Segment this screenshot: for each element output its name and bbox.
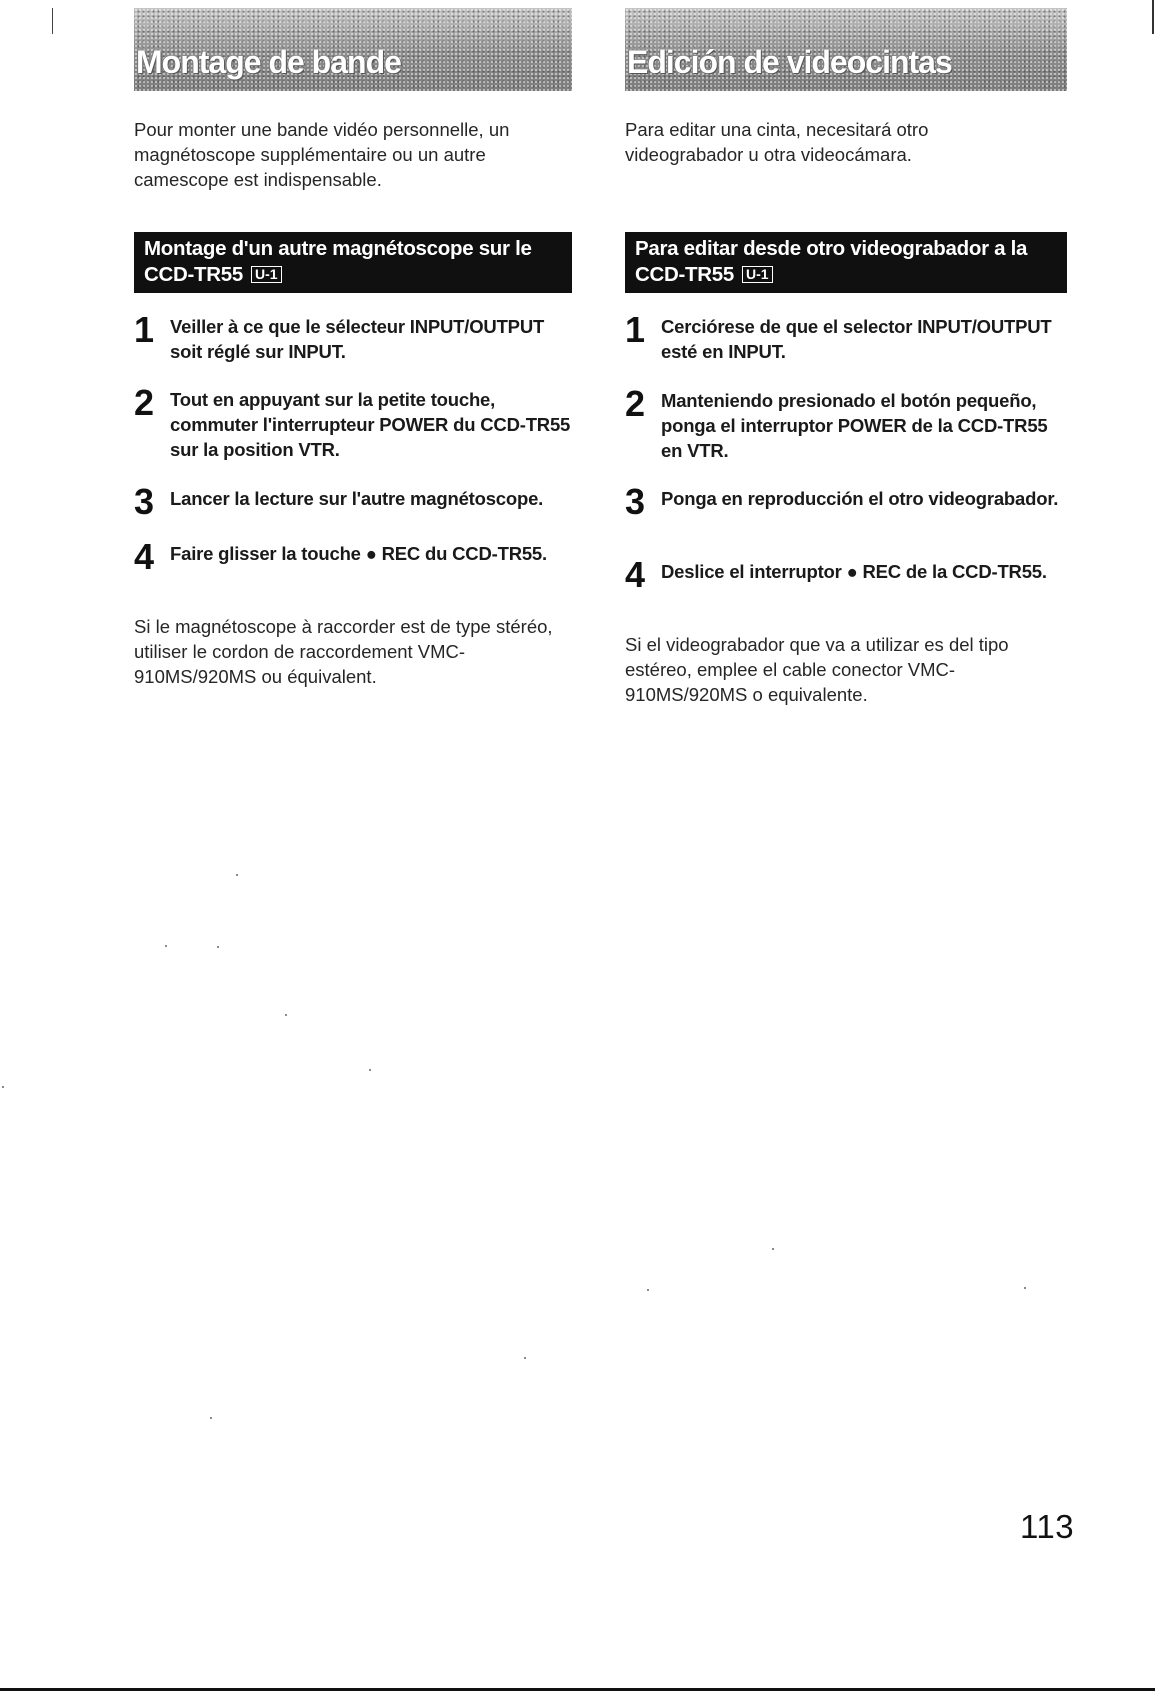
title-banner [625, 8, 1067, 91]
step-number: 4 [625, 554, 646, 595]
scan-speck [772, 1248, 774, 1250]
intro-paragraph: Para editar una cinta, necesitará otro videograbador u otra videocámara. [625, 119, 929, 165]
step-number: 3 [134, 481, 155, 522]
step-number: 4 [134, 536, 155, 577]
scan-speck [369, 1069, 371, 1071]
scan-speck [236, 874, 238, 876]
step-number: 3 [625, 481, 646, 522]
section-badge: U-1 [742, 266, 773, 283]
step-text: Faire glisser la touche ● REC du CCD-TR55. [170, 543, 547, 564]
scan-speck [524, 1357, 526, 1359]
step-number: 1 [134, 309, 155, 350]
section-heading [625, 232, 1067, 293]
scan-speck [165, 945, 167, 947]
step-text: Lancer la lecture sur l'autre magnétoscope. [170, 488, 544, 509]
section-heading [134, 232, 572, 293]
section-badge: U-1 [251, 266, 282, 283]
scan-speck [1024, 1287, 1026, 1289]
scan-speck [285, 1014, 287, 1016]
scan-speck [217, 946, 219, 948]
intro-paragraph: Pour monter une bande vidéo personnelle, un magnétoscope supplémentaire ou un autre camescope est indispensable. [134, 119, 510, 190]
section-heading-text: Para editar desde otro videograbador a la CCD-TR55 [635, 237, 1028, 286]
scan-edge-mark [52, 8, 53, 34]
scan-speck [210, 1417, 212, 1419]
step-text: Ponga en reproducción el otro videograbador. [661, 488, 1059, 509]
step-text: Cerciórese de que el selector INPUT/OUTPUT esté en INPUT. [661, 316, 1052, 362]
step-number: 2 [625, 383, 646, 424]
step-number: 2 [134, 382, 155, 423]
section-heading-text: Montage d'un autre magnétoscope sur le CCD-TR55 [144, 237, 532, 286]
scan-speck [2, 1086, 4, 1088]
step-number: 1 [625, 309, 646, 350]
note-paragraph: Si le magnétoscope à raccorder est de type stéréo, utiliser le cordon de raccordement VMC-910MS/920MS ou équivalent. [134, 616, 553, 687]
scan-edge-mark [1152, 0, 1154, 34]
page-title: Edición de videocintas [627, 44, 952, 80]
step-text: Manteniendo presionado el botón pequeño, ponga el interruptor POWER de la CCD-TR55 en VTR. [661, 390, 1048, 461]
step-text: Tout en appuyant sur la petite touche, commuter l'interrupteur POWER du CCD-TR55 sur la position VTR. [170, 389, 571, 460]
note-paragraph: Si el videograbador que va a utilizar es del tipo estéreo, emplee el cable conector VMC-910MS/920MS o equivalente. [625, 634, 1009, 705]
title-banner [134, 8, 572, 91]
page-number: 113 [1020, 1508, 1075, 1545]
page-title: Montage de bande [136, 44, 401, 80]
step-text: Deslice el interruptor ● REC de la CCD-TR55. [661, 561, 1047, 582]
scan-speck [647, 1289, 649, 1291]
step-text: Veiller à ce que le sélecteur INPUT/OUTPUT soit réglé sur INPUT. [170, 316, 545, 362]
